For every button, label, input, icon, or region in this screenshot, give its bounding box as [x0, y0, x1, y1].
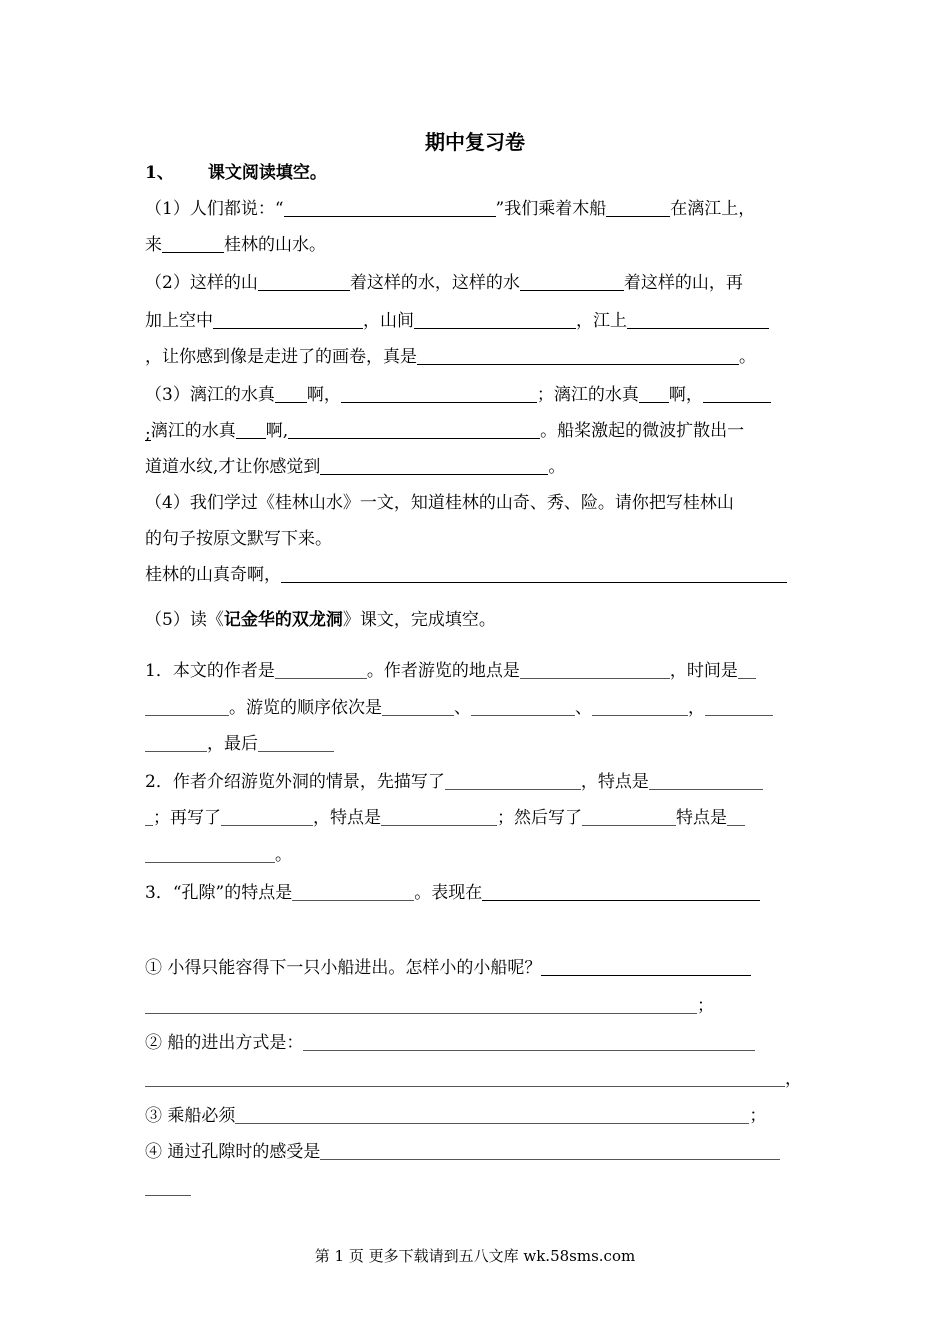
question-4-line-3: 桂林的山真奇啊，: [145, 563, 787, 587]
section-title: 课文阅读填空。: [207, 163, 327, 183]
blank[interactable]: [213, 310, 363, 329]
blank[interactable]: [284, 198, 496, 217]
blank[interactable]: [482, 882, 760, 901]
question-2-line-3: ，让你感到像是走进了的画卷，真是 。: [145, 347, 756, 367]
item-1-line-1: ① 小得只能容得下一只小船进出。怎样小的小船呢？: [145, 956, 751, 980]
section-heading: [145, 161, 327, 185]
question-4-line-2: 的句子按原文默写下来。: [145, 529, 332, 549]
blank[interactable]: [382, 697, 454, 716]
blank[interactable]: [235, 1105, 749, 1124]
blank[interactable]: [381, 807, 497, 826]
section-number: 1、: [145, 163, 174, 183]
blank[interactable]: [606, 198, 670, 217]
blank[interactable]: [162, 234, 224, 253]
blank[interactable]: [627, 310, 769, 329]
blank[interactable]: [145, 807, 153, 826]
part-1-line-1: 1．本文的作者是 。作者游览的地点是 ，时间是: [145, 659, 756, 683]
part-2-line-3: 。: [145, 843, 292, 867]
blank[interactable]: [221, 807, 313, 826]
item-2-line-2: ，: [145, 1067, 802, 1091]
blank[interactable]: [145, 1068, 785, 1087]
blank[interactable]: [445, 771, 581, 790]
page-footer: 第 1 页 更多下载请到五八文库 wk.58sms.com: [314, 1247, 636, 1265]
blank[interactable]: [288, 420, 540, 439]
blank[interactable]: [703, 384, 771, 403]
question-4-line-1: （4）我们学过《桂林山水》一文，知道桂林的山奇、秀、险。请你把写桂林山: [145, 493, 734, 513]
blank[interactable]: [320, 456, 548, 475]
blank[interactable]: [639, 384, 669, 403]
blank[interactable]: [258, 272, 350, 291]
blank[interactable]: [275, 384, 307, 403]
blank[interactable]: [281, 564, 787, 583]
question-1-line-2: 来 桂林的山水。: [145, 235, 326, 255]
blank[interactable]: [145, 1195, 191, 1196]
blank[interactable]: [417, 346, 739, 365]
blank[interactable]: [145, 995, 697, 1014]
blank[interactable]: [292, 882, 414, 901]
question-2-line-2: 加上空中 ，山间 ，江上: [145, 309, 769, 333]
question-5: （5）读《记金华的双龙洞》课文，完成填空。: [145, 610, 496, 630]
blank[interactable]: [471, 697, 575, 716]
blank[interactable]: [414, 310, 576, 329]
blank[interactable]: [738, 660, 756, 679]
blank[interactable]: [145, 733, 207, 752]
question-3-line-1: （3）漓江的水真 啊， ；漓江的水真 啊，: [145, 383, 771, 407]
blank[interactable]: [592, 697, 688, 716]
blank[interactable]: [727, 807, 745, 826]
blank[interactable]: [258, 733, 334, 752]
blank[interactable]: [145, 697, 229, 716]
blank[interactable]: [341, 384, 537, 403]
blank[interactable]: [705, 697, 773, 716]
part-1-line-3: ，最后: [145, 732, 334, 756]
item-3: ③ 乘船必须 ；: [145, 1106, 767, 1126]
part-3: 3．“孔隙”的特点是 。表现在: [145, 881, 760, 905]
blank[interactable]: [145, 844, 275, 863]
question-1-line-1: （1）人们都说：“ ”我们乘着木船 在漓江上，: [145, 199, 756, 219]
part-2-line-1: 2．作者介绍游览外洞的情景，先描写了 ，特点是: [145, 770, 763, 794]
question-3-line-2: ;漓江的水真 啊, 。船桨激起的微波扩散出一: [145, 421, 745, 444]
blank[interactable]: [320, 1141, 780, 1160]
blank[interactable]: [275, 660, 367, 679]
blank[interactable]: [520, 272, 624, 291]
blank[interactable]: [582, 807, 676, 826]
blank[interactable]: [520, 660, 670, 679]
question-2-line-1: （2）这样的山 着这样的水，这样的水 着这样的山，再: [145, 273, 743, 293]
item-4-line-1: ④ 通过孔隙时的感受是: [145, 1140, 780, 1164]
item-1-line-2: ；: [145, 994, 714, 1018]
part-2-line-2: ；再写了 ，特点是 ；然后写了 特点是: [145, 806, 745, 830]
question-3-line-3: 道道水纹,才让你感觉到 。: [145, 457, 566, 477]
blank[interactable]: [236, 420, 266, 439]
page-title: 期中复习卷: [425, 130, 525, 154]
blank[interactable]: [303, 1032, 755, 1051]
blank[interactable]: [541, 957, 751, 976]
item-2-line-1: ② 船的进出方式是：: [145, 1031, 755, 1055]
blank[interactable]: [649, 771, 763, 790]
part-1-line-2: 。游览的顺序依次是 、 、 ，: [145, 696, 773, 720]
